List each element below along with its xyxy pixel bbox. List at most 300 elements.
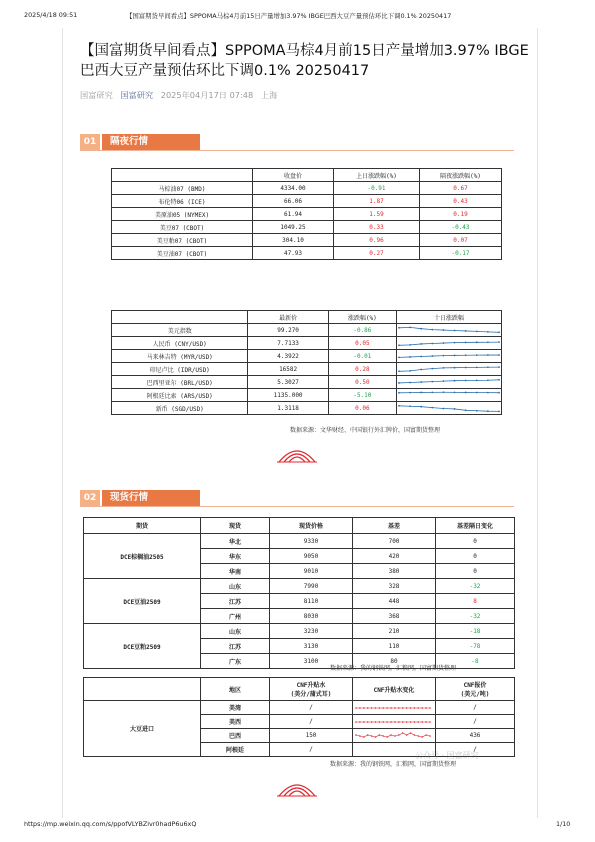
table-header-cell: 基差隔日变化: [436, 518, 515, 534]
table-cell: 47.93: [253, 247, 334, 260]
table-cell: 80: [353, 654, 436, 669]
table-cell: 0.06: [328, 402, 396, 415]
table-cell: 美湾: [201, 701, 270, 715]
table-cell: 16582: [248, 363, 328, 376]
sparkline-point: [371, 721, 373, 723]
table-cell: 马棕油07 (BMD): [112, 182, 253, 195]
sparkline-point: [465, 409, 467, 411]
sparkline-point: [454, 391, 456, 393]
table-cell: 0.43: [420, 195, 502, 208]
table-cell: -18: [436, 624, 515, 639]
sparkline-cell: [397, 350, 502, 363]
source-note: 数据来源：我的钢铁网，汇粮网，国富期货整理: [330, 665, 457, 672]
sparkline-point: [487, 341, 489, 343]
table-header-cell: 基差: [353, 518, 436, 534]
sparkline-point: [498, 354, 500, 356]
sparkline-point: [443, 366, 445, 368]
sparkline-point: [390, 721, 392, 723]
sparkline-point: [420, 368, 422, 370]
sparkline-point: [498, 410, 500, 412]
sparkline-point: [465, 354, 467, 356]
sparkline-point: [409, 343, 411, 345]
sparkline-point: [429, 735, 431, 737]
sparkline-point: [420, 405, 422, 407]
sparkline-point: [355, 734, 357, 736]
table-cell: 0: [436, 534, 515, 549]
table-cell: 3130: [270, 639, 353, 654]
table-cell: 436: [436, 729, 515, 743]
table-cell: 0.07: [420, 234, 502, 247]
sparkline-point: [409, 356, 411, 358]
table-cell: 人民币 (CNY/USD): [112, 337, 248, 350]
sparkline-cell: [397, 337, 502, 350]
table-cell: 广东: [201, 654, 270, 669]
table-cell: 8030: [270, 609, 353, 624]
table-row: [112, 389, 502, 402]
source-note: 数据来源：文华财经、中国银行外汇牌价，国富期货整理: [290, 427, 441, 434]
section-label: 现货行情: [102, 490, 200, 506]
sparkline-point: [410, 732, 412, 734]
page-number: 1/10: [556, 820, 571, 828]
table-cell: -32: [436, 609, 515, 624]
sparkline-point: [465, 366, 467, 368]
sparkline-point: [375, 721, 377, 723]
table-cell: -0.17: [420, 247, 502, 260]
sparkline-point: [443, 391, 445, 393]
table-row: [112, 234, 502, 247]
section-header-overnight: [80, 134, 514, 150]
table-cell: /: [436, 701, 515, 715]
table-cell: 巴西: [201, 729, 270, 743]
table-cell: 380: [353, 564, 436, 579]
sparkline-point: [394, 721, 396, 723]
sparkline-point: [398, 404, 400, 406]
sparkline-point: [487, 410, 489, 412]
table-row: [84, 579, 515, 594]
table-cell: 3230: [270, 624, 353, 639]
table-cell: 布伦特06 (ICE): [112, 195, 253, 208]
table-row: [84, 624, 515, 639]
sparkline-point: [487, 354, 489, 356]
table-cell: 0: [436, 549, 515, 564]
sparkline-point: [359, 721, 361, 723]
sparkline-point: [443, 407, 445, 409]
sparkline-point: [398, 382, 400, 384]
section-underline: [80, 506, 514, 507]
sparkline-point: [410, 707, 412, 709]
sparkline-point: [386, 707, 388, 709]
publish-date: 2025年04月17日 07:48: [160, 90, 254, 100]
sparkline-cell: [397, 402, 502, 415]
table-cell: 4334.00: [253, 182, 334, 195]
sparkline-cell: [397, 389, 502, 402]
table-cell: 4.3922: [248, 350, 328, 363]
sparkline-point: [402, 721, 404, 723]
sparkline-point: [398, 356, 400, 358]
table-cell: 0.33: [334, 221, 420, 234]
table-header-cell: CNF升贴水变化: [353, 678, 436, 701]
sparkline-point: [465, 341, 467, 343]
watermark: 公众号 · 国富研究: [415, 751, 479, 760]
sparkline-line: [399, 355, 499, 357]
sparkline-point: [421, 736, 423, 738]
sparkline-point: [429, 707, 431, 709]
table-cell: 9050: [270, 549, 353, 564]
sparkline-point: [454, 408, 456, 410]
sparkline: [397, 364, 501, 375]
table-row: [112, 195, 502, 208]
sparkline-point: [367, 734, 369, 736]
sparkline-point: [390, 707, 392, 709]
sparkline-point: [498, 378, 500, 380]
sparkline-point: [476, 366, 478, 368]
cnf-premium-table: [83, 677, 515, 757]
table-cell: 0.50: [328, 376, 396, 389]
table-cell: 328: [353, 579, 436, 594]
table-cell: 华北: [201, 534, 270, 549]
sparkline-point: [431, 342, 433, 344]
table-header-row: [112, 311, 502, 324]
sparkline-point: [487, 366, 489, 368]
sparkline-point: [386, 721, 388, 723]
table-cell: /: [270, 743, 353, 757]
table-row: [112, 247, 502, 260]
table-cell: 700: [353, 534, 436, 549]
table-cell: 420: [353, 549, 436, 564]
sparkline-point: [359, 707, 361, 709]
table-header-cell: 隔夜涨跌幅(%): [420, 169, 502, 182]
table-cell: -0.91: [334, 182, 420, 195]
table-cell: 美豆07 (CBOT): [112, 221, 253, 234]
sparkline-point: [476, 341, 478, 343]
sparkline-point: [454, 379, 456, 381]
browser-page-title: 【国富期货早间看点】SPPOMA马棕4月前15日产量增加3.97% IBGE巴西大豆产量预估环比下调0.1% 20250417: [126, 12, 452, 20]
table-cell: 华南: [201, 564, 270, 579]
sparkline-point: [363, 736, 365, 738]
sparkline-point: [375, 736, 377, 738]
sparkline-point: [410, 721, 412, 723]
sparkline-point: [425, 734, 427, 736]
sparkline-point: [476, 409, 478, 411]
table-cell: 8: [436, 594, 515, 609]
sparkline-point: [465, 379, 467, 381]
premium-change-chart: [353, 701, 436, 715]
table-header-cell: [112, 311, 248, 324]
sparkline-line: [399, 379, 499, 382]
sparkline-point: [443, 354, 445, 356]
table-cell: 山东: [201, 579, 270, 594]
sparkline-line: [399, 405, 499, 411]
premium-change-sparkline: [353, 716, 433, 728]
sparkline-point: [398, 391, 400, 393]
table-header-cell: [112, 169, 253, 182]
table-cell: /: [270, 715, 353, 729]
sparkline-point: [379, 707, 381, 709]
author: 国富研究: [80, 90, 113, 100]
sparkline-point: [498, 391, 500, 393]
sparkline-point: [382, 735, 384, 737]
sparkline-point: [363, 707, 365, 709]
table-cell: -5.10: [328, 389, 396, 402]
sparkline: [397, 390, 501, 401]
sparkline-point: [409, 326, 411, 328]
sparkline-point: [476, 379, 478, 381]
sparkline-point: [431, 406, 433, 408]
table-cell: /: [436, 715, 515, 729]
table-cell: 美原油05 (NYMEX): [112, 208, 253, 221]
sparkline-point: [431, 391, 433, 393]
sparkline-point: [386, 736, 388, 738]
table-header-cell: 上日涨跌幅(%): [334, 169, 420, 182]
table-cell: -78: [436, 639, 515, 654]
sparkline-point: [409, 405, 411, 407]
table-cell: -32: [436, 579, 515, 594]
sparkline-point: [414, 707, 416, 709]
table-cell: 马来林吉特 (MYR/USD): [112, 350, 248, 363]
table-cell: 巴西里亚尔 (BRL/USD): [112, 376, 248, 389]
table-cell: 0.67: [420, 182, 502, 195]
table-header-cell: CNF报价 (美元/吨): [436, 678, 515, 701]
group-cell: 大豆进口: [84, 701, 201, 757]
print-timestamp: 2025/4/18 09:51: [24, 11, 78, 19]
table-cell: 0.19: [420, 208, 502, 221]
table-cell: 1.87: [334, 195, 420, 208]
sparkline-point: [487, 379, 489, 381]
sparkline-point: [398, 344, 400, 346]
section-underline: [80, 150, 514, 151]
section-header-spot: [80, 490, 514, 506]
sparkline-point: [421, 721, 423, 723]
sparkline-point: [371, 707, 373, 709]
sparkline-point: [487, 391, 489, 393]
table-row: [84, 534, 515, 549]
sparkline-point: [418, 707, 420, 709]
location: 上海: [260, 90, 278, 100]
premium-change-sparkline: [353, 702, 433, 714]
table-header-cell: CNF升贴水 (美分/蒲式耳): [270, 678, 353, 701]
table-header-row: [84, 678, 515, 701]
sparkline-point: [431, 380, 433, 382]
table-cell: 美西: [201, 715, 270, 729]
sparkline-point: [398, 326, 400, 328]
table-cell: 7990: [270, 579, 353, 594]
table-cell: 美元指数: [112, 324, 248, 337]
sparkline-point: [498, 331, 500, 333]
sparkline-cell: [397, 363, 502, 376]
sparkline-point: [375, 707, 377, 709]
sparkline-point: [421, 707, 423, 709]
table-cell: /: [436, 743, 515, 757]
table-cell: 110: [353, 639, 436, 654]
sparkline-point: [418, 721, 420, 723]
table-header-cell: [84, 678, 201, 701]
sparkline-point: [476, 330, 478, 332]
sparkline-cell: [397, 324, 502, 337]
account-link[interactable]: 国富研究: [120, 90, 154, 100]
source-note: 数据来源：我的钢铁网，汇粮网，国富期货整理: [330, 761, 457, 768]
table-cell: 0.28: [328, 363, 396, 376]
article-meta: [80, 90, 277, 101]
table-row: [112, 337, 502, 350]
table-cell: /: [270, 701, 353, 715]
sparkline-point: [443, 329, 445, 331]
sparkline-point: [420, 381, 422, 383]
sparkline-point: [355, 707, 357, 709]
table-header-cell: 现货价格: [270, 518, 353, 534]
sparkline-point: [390, 734, 392, 736]
sparkline-point: [465, 330, 467, 332]
sparkline-point: [367, 721, 369, 723]
sparkline-point: [409, 369, 411, 371]
sparkline-point: [487, 330, 489, 332]
group-cell: DCE豆油2509: [84, 579, 201, 624]
table-cell: 1.3118: [248, 402, 328, 415]
sparkline-point: [394, 735, 396, 737]
table-cell: 美豆粕07 (CBOT): [112, 234, 253, 247]
table-cell: 0: [436, 564, 515, 579]
table-cell: 广州: [201, 609, 270, 624]
table-header-cell: 期货: [84, 518, 201, 534]
wave-ornament-icon: [277, 444, 317, 464]
sparkline-point: [414, 734, 416, 736]
table-cell: 华东: [201, 549, 270, 564]
table-row: [112, 182, 502, 195]
sparkline-line: [399, 327, 499, 332]
sparkline-point: [367, 707, 369, 709]
sparkline-point: [454, 341, 456, 343]
sparkline-point: [429, 721, 431, 723]
sparkline-point: [398, 721, 400, 723]
table-cell: 0.96: [334, 234, 420, 247]
sparkline-point: [402, 707, 404, 709]
sparkline-point: [409, 391, 411, 393]
sparkline-point: [420, 391, 422, 393]
sparkline-cell: [397, 376, 502, 389]
table-cell: 1135.000: [248, 389, 328, 402]
sparkline-point: [402, 732, 404, 734]
table-header-row: [84, 518, 515, 534]
sparkline-point: [379, 734, 381, 736]
sparkline-point: [382, 707, 384, 709]
sparkline-line: [399, 392, 499, 393]
table-cell: 江苏: [201, 594, 270, 609]
table-cell: 99.270: [248, 324, 328, 337]
table-cell: 7.7133: [248, 337, 328, 350]
sparkline-point: [355, 721, 357, 723]
sparkline-point: [443, 342, 445, 344]
table-row: [112, 350, 502, 363]
article-title: 【国富期货早间看点】SPPOMA马棕4月前15日产量增加3.97% IBGE巴西大豆产量预估环比下调0.1% 20250417: [80, 43, 529, 79]
wave-ornament-icon: [277, 778, 317, 798]
sparkline-point: [406, 707, 408, 709]
sparkline-line: [399, 367, 499, 371]
sparkline-point: [398, 734, 400, 736]
table-cell: 阿根廷比索 (ARS/USD): [112, 389, 248, 402]
sparkline-point: [406, 734, 408, 736]
table-cell: 0.05: [328, 337, 396, 350]
table-cell: 0.27: [334, 247, 420, 260]
table-cell: -0.01: [328, 350, 396, 363]
sparkline-point: [420, 355, 422, 357]
sparkline: [397, 351, 501, 362]
table-cell: 368: [353, 609, 436, 624]
table-row: [112, 324, 502, 337]
table-row: [112, 221, 502, 234]
table-cell: -8: [436, 654, 515, 669]
table-header-cell: 收盘价: [253, 169, 334, 182]
table-cell: 448: [353, 594, 436, 609]
sparkline-point: [363, 721, 365, 723]
sparkline-point: [414, 721, 416, 723]
sparkline-point: [382, 721, 384, 723]
sparkline-point: [379, 721, 381, 723]
section-label: 隔夜行情: [102, 134, 200, 150]
sparkline: [397, 403, 501, 414]
sparkline-point: [465, 391, 467, 393]
table-header-cell: 地区: [201, 678, 270, 701]
sparkline: [397, 377, 501, 388]
premium-change-chart: [353, 729, 436, 743]
sparkline-line: [399, 342, 499, 345]
table-row: [112, 363, 502, 376]
table-cell: 1.59: [334, 208, 420, 221]
group-cell: DCE豆粕2509: [84, 624, 201, 669]
table-row: [84, 701, 515, 715]
table-row: [112, 376, 502, 389]
table-cell: 210: [353, 624, 436, 639]
premium-change-sparkline: [353, 730, 433, 742]
table-cell: 9010: [270, 564, 353, 579]
sparkline-point: [394, 707, 396, 709]
sparkline-point: [431, 355, 433, 357]
premium-change-chart: [353, 715, 436, 729]
sparkline-point: [454, 354, 456, 356]
table-cell: 8110: [270, 594, 353, 609]
table-cell: 山东: [201, 624, 270, 639]
table-cell: 150: [270, 729, 353, 743]
table-cell: 阿根廷: [201, 743, 270, 757]
table-cell: -0.43: [420, 221, 502, 234]
table-cell: 61.94: [253, 208, 334, 221]
sparkline-point: [398, 370, 400, 372]
sparkline-point: [420, 343, 422, 345]
table-header-cell: 现货: [201, 518, 270, 534]
sparkline-point: [454, 329, 456, 331]
sparkline-point: [398, 707, 400, 709]
sparkline-point: [425, 707, 427, 709]
table-cell: 1049.25: [253, 221, 334, 234]
table-cell: 新币 (SGD/USD): [112, 402, 248, 415]
sparkline-point: [476, 391, 478, 393]
sparkline-point: [431, 367, 433, 369]
table-cell: 66.06: [253, 195, 334, 208]
table-cell: -0.86: [328, 324, 396, 337]
table-header-cell: 十日涨跌幅: [397, 311, 502, 324]
table-cell: 9330: [270, 534, 353, 549]
spot-basis-table: [83, 517, 515, 669]
group-cell: DCE棕榈油2505: [84, 534, 201, 579]
sparkline-point: [420, 327, 422, 329]
futures-table: [111, 168, 502, 260]
table-cell: 印尼卢比 (IDR/USD): [112, 363, 248, 376]
table-cell: 江苏: [201, 639, 270, 654]
sparkline: [397, 338, 501, 349]
table-header-row: [112, 169, 502, 182]
section-number: 02: [80, 490, 100, 506]
sparkline-point: [454, 366, 456, 368]
sparkline-point: [371, 735, 373, 737]
sparkline: [397, 325, 501, 336]
